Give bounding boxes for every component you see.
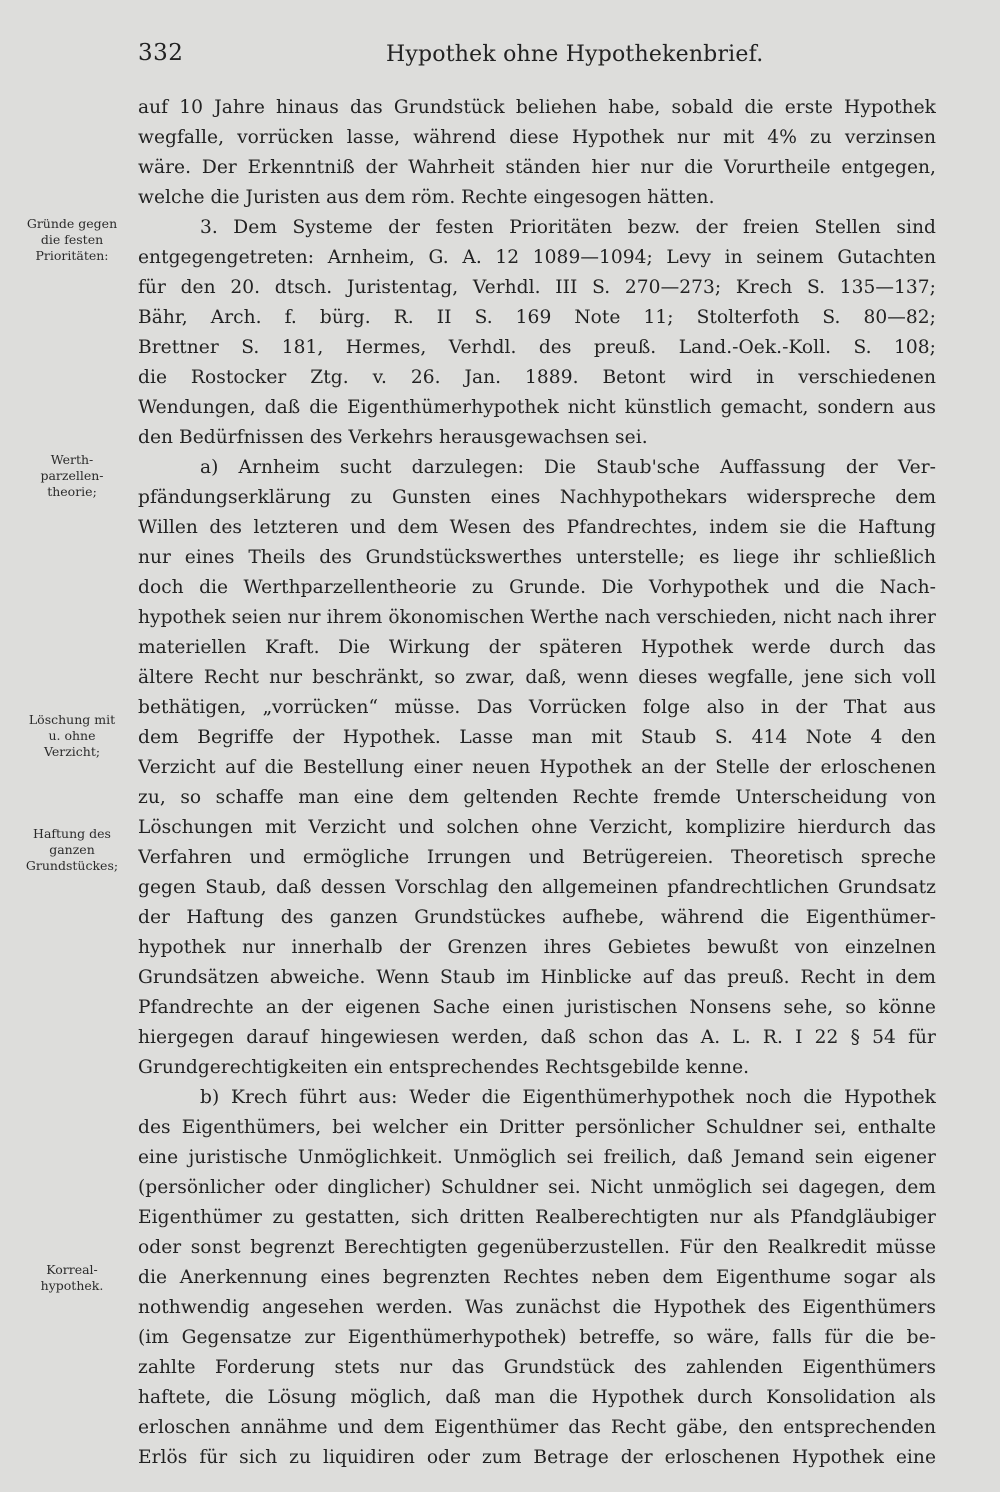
- margin-note-line: u. ohne: [48, 728, 96, 743]
- text-line: des Eigenthümers, bei welcher ein Dritter persönlicher Schuldner sei, enthalte: [138, 1117, 936, 1138]
- text-line: pfändungserklärung zu Gunsten eines Nachhypothekars widerspreche dem: [138, 487, 936, 508]
- running-title: Hypothek ohne Hypothekenbrief.: [386, 42, 764, 67]
- text-line: Bähr, Arch. f. bürg. R. II S. 169 Note 11; Stolterfoth S. 80—82;: [138, 307, 936, 328]
- text-line: welche die Juristen aus dem röm. Rechte eingesogen hätten.: [138, 187, 715, 208]
- margin-note-line: Gründe gegen: [26, 216, 118, 231]
- margin-note-prioritaeten: [12, 216, 132, 264]
- margin-note-line: parzellen-: [40, 468, 104, 483]
- text-line: Verfahren und ermögliche Irrungen und Betrügereien. Theoretisch spreche: [138, 847, 936, 868]
- text-line: ältere Recht nur beschränkt, so zwar, daß, wenn dieses wegfalle, jene sich voll: [138, 667, 936, 688]
- text-line: erloschen annähme und dem Eigenthümer das Recht gäbe, den entsprechenden: [138, 1417, 936, 1438]
- text-line: a) Arnheim sucht darzulegen: Die Staub'sche Auffassung der Ver-: [200, 457, 936, 478]
- margin-note-line: Korreal-: [46, 1262, 98, 1277]
- text-line: nothwendig angesehen werden. Was zunächst die Hypothek des Eigenthümers: [138, 1297, 936, 1318]
- page-number: 332: [138, 40, 184, 66]
- text-line: materiellen Kraft. Die Wirkung der späteren Hypothek werde durch das: [138, 637, 936, 658]
- text-line: Wendungen, daß die Eigenthümerhypothek nicht künstlich gemacht, sondern aus: [138, 397, 936, 418]
- margin-note-line: Prioritäten:: [35, 248, 109, 263]
- text-line: haftete, die Lösung möglich, daß man die Hypothek durch Konsolidation als: [138, 1387, 936, 1408]
- margin-note-line: hypothek.: [40, 1278, 104, 1293]
- text-line: Erlös für sich zu liquidiren oder zum Betrage der erloschenen Hypothek eine: [138, 1447, 936, 1468]
- text-line: oder sonst begrenzt Berechtigten gegenüberzustellen. Für den Realkredit müsse: [138, 1237, 936, 1258]
- text-line: auf 10 Jahre hinaus das Grundstück beliehen habe, sobald die erste Hypothek: [138, 97, 936, 118]
- margin-note-line: ganzen: [49, 842, 95, 857]
- margin-note-line: Grundstückes;: [25, 858, 119, 873]
- margin-note-line: Verzicht;: [43, 744, 101, 759]
- text-line: Brettner S. 181, Hermes, Verhdl. des preuß. Land.-Oek.-Koll. S. 108;: [138, 337, 936, 358]
- text-line: eine juristische Unmöglichkeit. Unmöglich sei freilich, daß Jemand sein eigener: [138, 1147, 936, 1168]
- text-line: dem Begriffe der Hypothek. Lasse man mit Staub S. 414 Note 4 den: [138, 727, 936, 748]
- text-line: Willen des letzteren und dem Wesen des Pfandrechtes, indem sie die Haftung: [138, 517, 936, 538]
- text-line: Grundgerechtigkeiten ein entsprechendes Rechtsgebilde kenne.: [138, 1057, 750, 1078]
- text-line: nur eines Theils des Grundstückswerthes unterstelle; es liege ihr schließlich: [138, 547, 936, 568]
- text-line: die Rostocker Ztg. v. 26. Jan. 1889. Betont wird in verschiedenen: [138, 367, 936, 388]
- margin-note-korrealhypothek: [12, 1262, 132, 1294]
- text-line: bethätigen, „vorrücken“ müsse. Das Vorrücken folge also in der That aus: [138, 697, 936, 718]
- text-line: (im Gegensatze zur Eigenthümerhypothek) betreffe, so wäre, falls für die be-: [138, 1327, 936, 1348]
- text-line: zahlte Forderung stets nur das Grundstück des zahlenden Eigenthümers: [138, 1357, 936, 1378]
- text-line: Pfandrechte an der eigenen Sache einen juristischen Nonsens sehe, so könne: [138, 997, 936, 1018]
- margin-note-line: die festen: [40, 232, 104, 247]
- text-line: hiergegen darauf hingewiesen werden, daß schon das A. L. R. I 22 § 54 für: [138, 1027, 936, 1048]
- margin-note-werthparzellentheorie: [12, 452, 132, 500]
- margin-note-line: Löschung mit: [28, 712, 116, 727]
- margin-note-line: Haftung des: [33, 826, 111, 841]
- text-line: Eigenthümer zu gestatten, sich dritten Realberechtigten nur als Pfandgläubiger: [138, 1207, 936, 1228]
- text-line: die Anerkennung eines begrenzten Rechtes neben dem Eigenthume sogar als: [138, 1267, 936, 1288]
- text-line: Verzicht auf die Bestellung einer neuen Hypothek an der Stelle der erloschenen: [138, 757, 936, 778]
- text-line: b) Krech führt aus: Weder die Eigenthümerhypothek noch die Hypothek: [200, 1087, 936, 1108]
- text-line: hypothek seien nur ihrem ökonomischen Werthe nach verschieden, nicht nach ihrer: [138, 607, 936, 628]
- text-line: 3. Dem Systeme der festen Prioritäten bezw. der freien Stellen sind: [200, 217, 936, 238]
- text-line: Grundsätzen abweiche. Wenn Staub im Hinblicke auf das preuß. Recht in dem: [138, 967, 936, 988]
- text-line: doch die Werthparzellentheorie zu Grunde. Die Vorhypothek und die Nach-: [138, 577, 936, 598]
- text-line: gegen Staub, daß dessen Vorschlag den allgemeinen pfandrechtlichen Grundsatz: [138, 877, 936, 898]
- margin-note-line: theorie;: [47, 484, 97, 499]
- text-line: der Haftung des ganzen Grundstückes aufhebe, während die Eigenthümer-: [138, 907, 936, 928]
- text-line: wäre. Der Erkenntniß der Wahrheit ständen hier nur die Vorurtheile entgegen,: [138, 157, 936, 178]
- page-header: [138, 40, 938, 78]
- text-line: wegfalle, vorrücken lasse, während diese Hypothek nur mit 4% zu verzinsen: [138, 127, 936, 148]
- text-line: (persönlicher oder dinglicher) Schuldner sei. Nicht unmöglich sei dagegen, dem: [138, 1177, 936, 1198]
- margin-note-loeschung: [12, 712, 132, 760]
- text-line: Löschungen mit Verzicht und solchen ohne Verzicht, komplizire hierdurch das: [138, 817, 936, 838]
- text-line: hypothek nur innerhalb der Grenzen ihres Gebietes bewußt von einzelnen: [138, 937, 936, 958]
- margin-note-haftung: [12, 826, 132, 874]
- text-line: den Bedürfnissen des Verkehrs herausgewachsen sei.: [138, 427, 648, 448]
- text-line: entgegengetreten: Arnheim, G. A. 12 1089—1094; Levy in seinem Gutachten: [138, 247, 936, 268]
- margin-note-line: Werth-: [50, 452, 94, 467]
- text-line: zu, so schaffe man eine dem geltenden Rechte fremde Unterscheidung von: [138, 787, 936, 808]
- text-line: für den 20. dtsch. Juristentag, Verhdl. III S. 270—273; Krech S. 135—137;: [138, 277, 936, 298]
